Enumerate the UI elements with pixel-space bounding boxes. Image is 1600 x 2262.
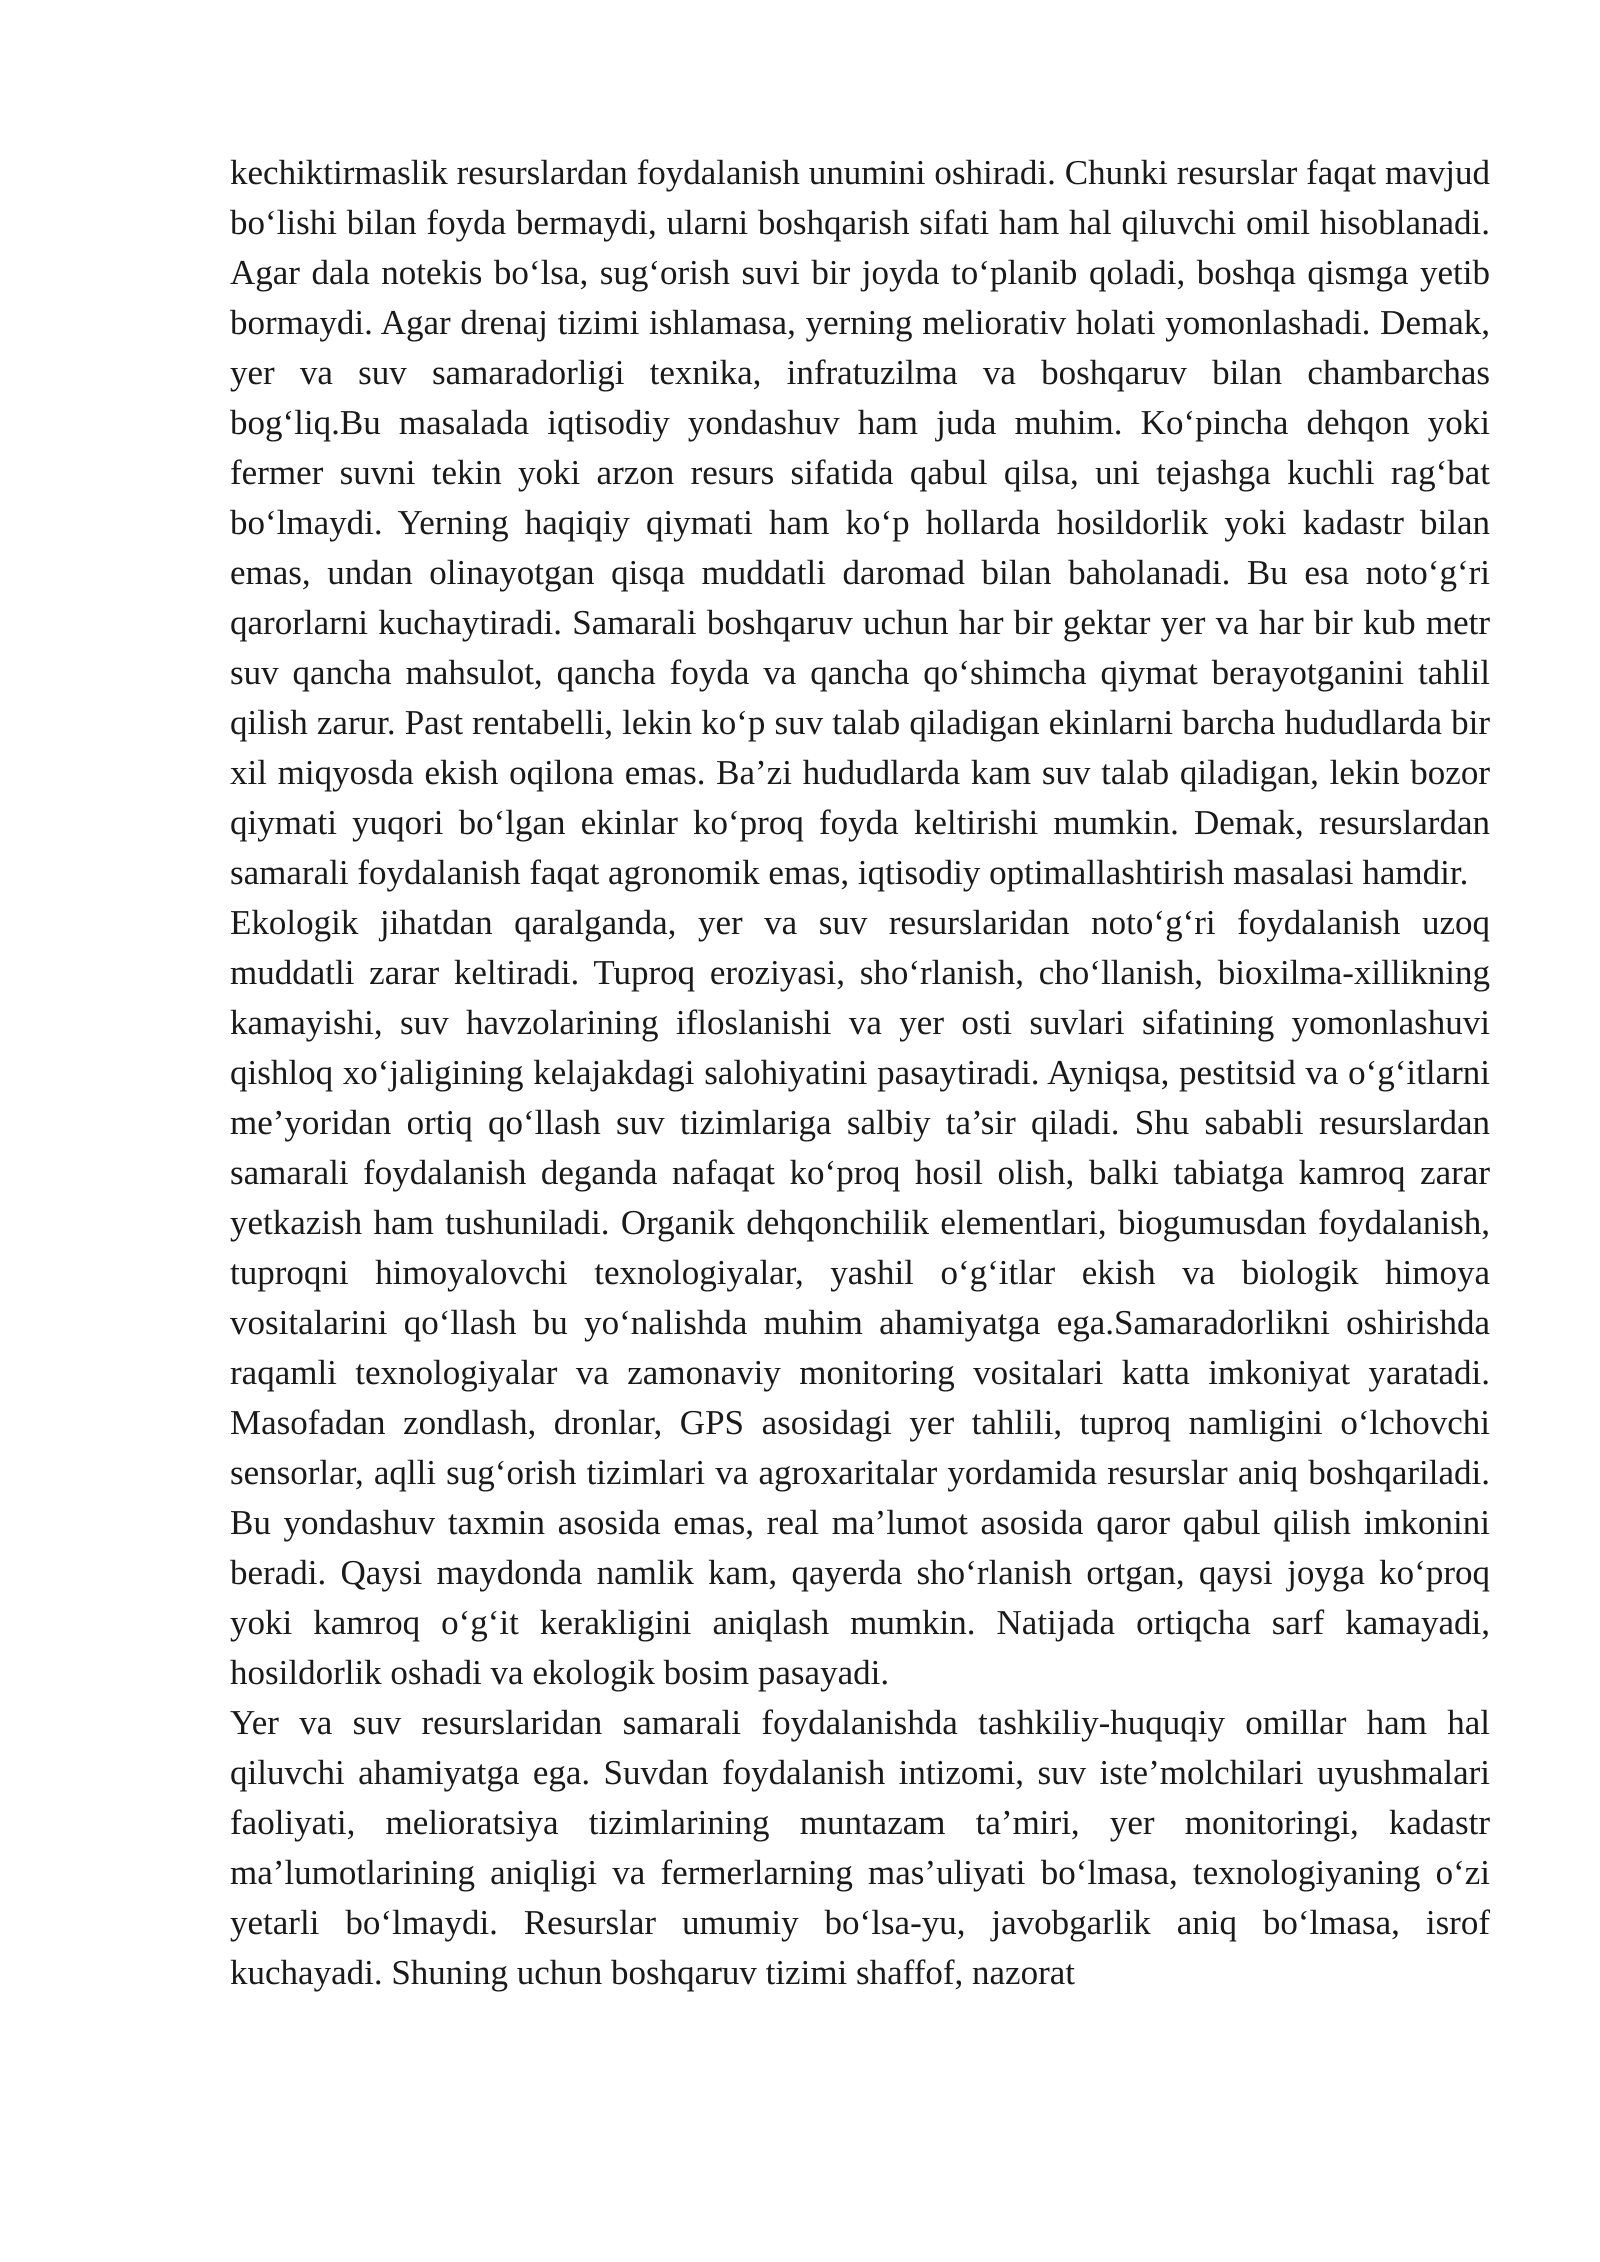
- paragraph-resource-management-economics: kechiktirmaslik resurslardan foydalanish unumini oshiradi. Chunki resurslar faqat mavjud bo‘lishi bilan foyda bermaydi, ularni boshqarish sifati ham hal qiluvchi omil hisoblanadi. Agar dala notekis bo‘lsa, sug‘orish suvi bir joyda to‘planib qoladi, boshqa qismga yetib bormaydi. Agar drenaj tizimi ishlamasa, yerning meliorativ holati yomonlashadi. Demak, yer va suv samaradorligi texnika, infratuzilma va boshqaruv bilan chambarchas bog‘liq.Bu masalada iqtisodiy yondashuv ham juda muhim. Ko‘pincha dehqon yoki fermer suvni tekin yoki arzon resurs sifatida qabul qilsa, uni tejashga kuchli rag‘bat bo‘lmaydi. Yerning haqiqiy qiymati ham ko‘p hollarda hosildorlik yoki kadastr bilan emas, undan olinayotgan qisqa muddatli daromad bilan baholanadi. Bu esa noto‘g‘ri qarorlarni kuchaytiradi. Samarali boshqaruv uchun har bir gektar yer va har bir kub metr suv qancha mahsulot, qancha foyda va qancha qo‘shimcha qiymat berayotganini tahlil qilish zarur. Past rentabelli, lekin ko‘p suv talab qiladigan ekinlarni barcha hududlarda bir xil miqyosda ekish oqilona emas. Ba’zi hududlarda kam suv talab qiladigan, lekin bozor qiymati yuqori bo‘lgan ekinlar ko‘proq foyda keltirishi mumkin. Demak, resurslardan samarali foydalanish faqat agronomik emas, iqtisodiy optimallashtirish masalasi hamdir.: [230, 153, 1490, 892]
- paragraph-organizational-legal-factors: Yer va suv resurslaridan samarali foydalanishda tashkiliy-huquqiy omillar ham hal qiluvchi ahamiyatga ega. Suvdan foydalanish intizomi, suv iste’molchilari uyushmalari faoliyati, melioratsiya tizimlarining muntazam ta’miri, yer monitoringi, kadastr ma’lumotlarining aniqligi va fermerlarning mas’uliyati bo‘lmasa, texnologiyaning o‘zi yetarli bo‘lmaydi. Resurslar umumiy bo‘lsa-yu, javobgarlik aniq bo‘lmasa, isrof kuchayadi. Shuning uchun boshqaruv tizimi shaffof, nazorat: [230, 1703, 1490, 1992]
- paragraph-ecology-digital-technology: Ekologik jihatdan qaralganda, yer va suv resurslaridan noto‘g‘ri foydalanish uzoq muddatli zarar keltiradi. Tuproq eroziyasi, sho‘rlanish, cho‘llanish, bioxilma-xillikning kamayishi, suv havzolarining ifloslanishi va yer osti suvlari sifatining yomonlashuvi qishloq xo‘jaligining kelajakdagi salohiyatini pasaytiradi. Ayniqsa, pestitsid va o‘g‘itlarni me’yoridan ortiq qo‘llash suv tizimlariga salbiy ta’sir qiladi. Shu sababli resurslardan samarali foydalanish deganda nafaqat ko‘proq hosil olish, balki tabiatga kamroq zarar yetkazish ham tushuniladi. Organik dehqonchilik elementlari, biogumusdan foydalanish, tuproqni himoyalovchi texnologiyalar, yashil o‘g‘itlar ekish va biologik himoya vositalarini qo‘llash bu yo‘nalishda muhim ahamiyatga ega.Samaradorlikni oshirishda raqamli texnologiyalar va zamonaviy monitoring vositalari katta imkoniyat yaratadi. Masofadan zondlash, dronlar, GPS asosidagi yer tahlili, tuproq namligini o‘lchovchi sensorlar, aqlli sug‘orish tizimlari va agroxaritalar yordamida resurslar aniq boshqariladi. Bu yondashuv taxmin asosida emas, real ma’lumot asosida qaror qabul qilish imkonini beradi. Qaysi maydonda namlik kam, qayerda sho‘rlanish ortgan, qaysi joyga ko‘proq yoki kamroq o‘g‘it kerakligini aniqlash mumkin. Natijada ortiqcha sarf kamayadi, hosildorlik oshadi va ekologik bosim pasayadi.: [230, 903, 1490, 1692]
- body-text: [230, 148, 1490, 1998]
